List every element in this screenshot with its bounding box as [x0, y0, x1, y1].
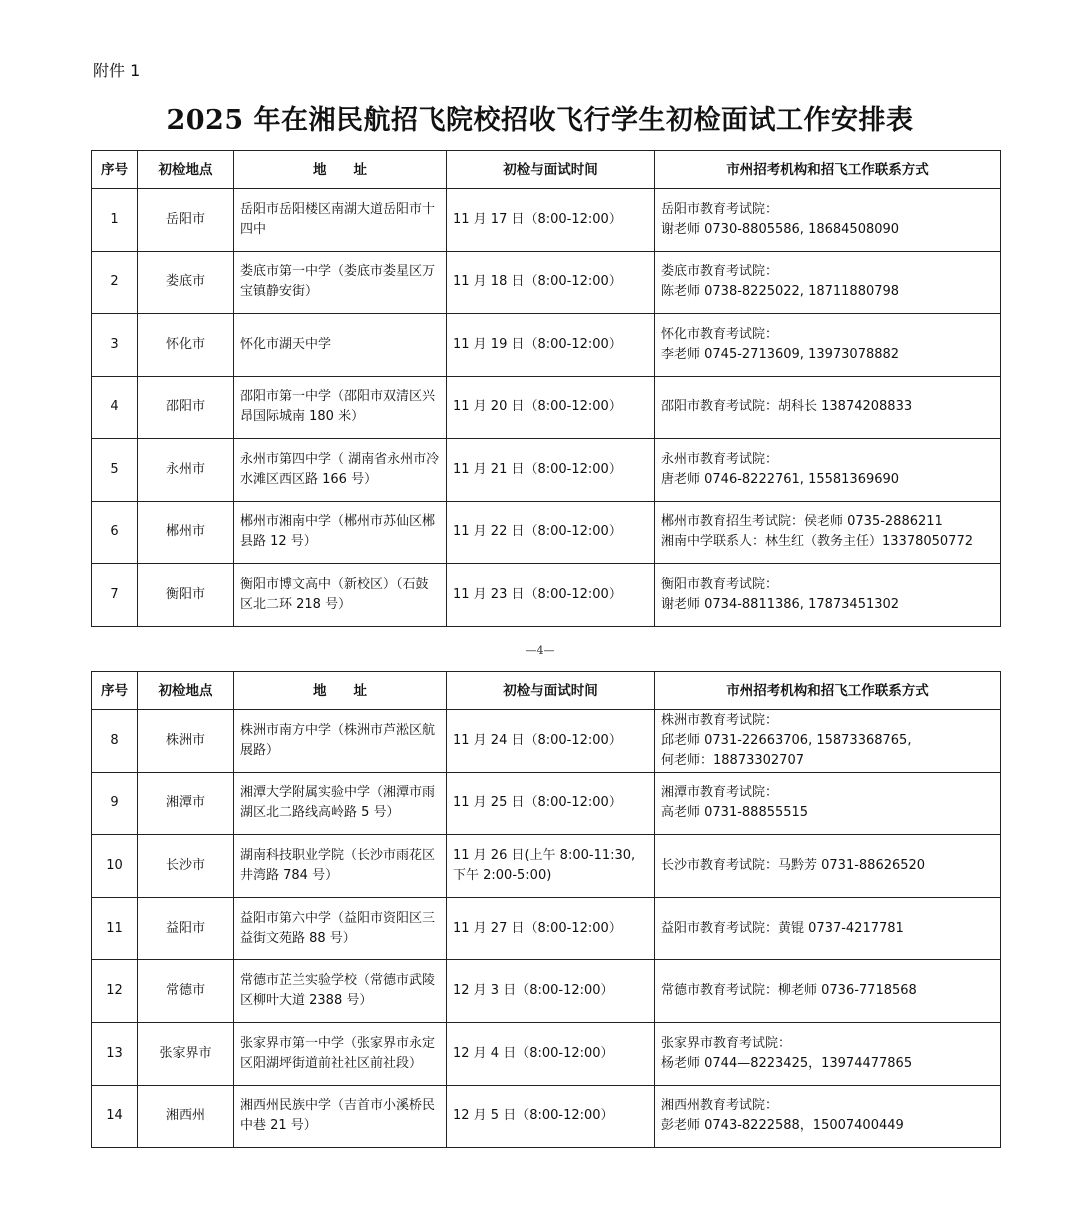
cell-no: 4: [92, 376, 138, 439]
cell-no: 7: [92, 564, 138, 627]
cell-city: 张家界市: [138, 1022, 234, 1085]
cell-time: 12 月 5 日（8:00-12:00）: [447, 1085, 655, 1148]
cell-address: 湘潭大学附属实验中学（湘潭市雨湖区北二路线高岭路 5 号）: [234, 772, 447, 835]
cell-contact: 益阳市教育考试院：黄锟 0737-4217781: [655, 897, 1001, 960]
cell-city: 株洲市: [138, 710, 234, 773]
header-time: 初检与面试时间: [447, 151, 655, 189]
cell-address: 张家界市第一中学（张家界市永定区阳湖坪街道前社社区前社段）: [234, 1022, 447, 1085]
cell-no: 8: [92, 710, 138, 773]
table-row: [92, 897, 1001, 960]
table-row: [92, 189, 1001, 252]
cell-contact: 湘西州教育考试院： 彭老师 0743-8222588，15007400449: [655, 1085, 1001, 1148]
cell-contact: 衡阳市教育考试院： 谢老师 0734-8811386, 17873451302: [655, 564, 1001, 627]
table-header-row: [92, 151, 1001, 189]
table-row: [92, 710, 1001, 773]
cell-time: 11 月 20 日（8:00-12:00）: [447, 376, 655, 439]
cell-address: 衡阳市博文高中（新校区）（石鼓区北二环 218 号）: [234, 564, 447, 627]
header-no: 序号: [92, 151, 138, 189]
cell-city: 长沙市: [138, 835, 234, 898]
cell-no: 9: [92, 772, 138, 835]
cell-city: 益阳市: [138, 897, 234, 960]
cell-address: 永州市第四中学（ 湖南省永州市冷水滩区西区路 166 号）: [234, 439, 447, 502]
cell-contact: 长沙市教育考试院：马黔芳 0731-88626520: [655, 835, 1001, 898]
table-row: [92, 314, 1001, 377]
cell-time: 11 月 27 日（8:00-12:00）: [447, 897, 655, 960]
cell-no: 12: [92, 960, 138, 1023]
cell-address: 邵阳市第一中学（邵阳市双清区兴昂国际城南 180 米）: [234, 376, 447, 439]
cell-contact: 邵阳市教育考试院：胡科长 13874208833: [655, 376, 1001, 439]
header-time: 初检与面试时间: [447, 672, 655, 710]
schedule-table-page-1: [91, 150, 1001, 627]
table-row: [92, 772, 1001, 835]
header-address: 地 址: [234, 151, 447, 189]
table-row: [92, 960, 1001, 1023]
cell-city: 郴州市: [138, 501, 234, 564]
cell-address: 娄底市第一中学（娄底市娄星区万宝镇静安街）: [234, 251, 447, 314]
header-city: 初检地点: [138, 672, 234, 710]
schedule-table-page-2: [91, 671, 1001, 1148]
table-row: [92, 835, 1001, 898]
cell-contact: 常德市教育考试院：柳老师 0736-7718568: [655, 960, 1001, 1023]
cell-contact: 永州市教育考试院： 唐老师 0746-8222761, 15581369690: [655, 439, 1001, 502]
cell-time: 11 月 18 日（8:00-12:00）: [447, 251, 655, 314]
cell-contact: 湘潭市教育考试院： 高老师 0731-88855515: [655, 772, 1001, 835]
header-contact: 市州招考机构和招飞工作联系方式: [655, 672, 1001, 710]
cell-no: 13: [92, 1022, 138, 1085]
cell-address: 郴州市湘南中学（郴州市苏仙区郴县路 12 号）: [234, 501, 447, 564]
cell-contact: 郴州市教育招生考试院：侯老师 0735-2886211 湘南中学联系人：林生红（教务主任）13378050772: [655, 501, 1001, 564]
cell-address: 益阳市第六中学（益阳市资阳区三益街文苑路 88 号）: [234, 897, 447, 960]
cell-address: 湖南科技职业学院（长沙市雨花区井湾路 784 号）: [234, 835, 447, 898]
cell-time: 12 月 4 日（8:00-12:00）: [447, 1022, 655, 1085]
page-number: —4—: [525, 644, 555, 657]
cell-no: 11: [92, 897, 138, 960]
cell-no: 5: [92, 439, 138, 502]
cell-contact: 张家界市教育考试院： 杨老师 0744—8223425，13974477865: [655, 1022, 1001, 1085]
table-body: [92, 710, 1001, 1148]
cell-no: 10: [92, 835, 138, 898]
cell-no: 2: [92, 251, 138, 314]
cell-city: 邵阳市: [138, 376, 234, 439]
cell-contact: 株洲市教育考试院： 邱老师 0731-22663706, 15873368765, 何老师：18873302707: [655, 710, 1001, 773]
cell-address: 湘西州民族中学（吉首市小溪桥民中巷 21 号）: [234, 1085, 447, 1148]
cell-city: 永州市: [138, 439, 234, 502]
table-row: [92, 564, 1001, 627]
table-header-row: [92, 672, 1001, 710]
cell-address: 常德市芷兰实验学校（常德市武陵区柳叶大道 2388 号）: [234, 960, 447, 1023]
table-row: [92, 501, 1001, 564]
cell-city: 湘潭市: [138, 772, 234, 835]
cell-time: 11 月 17 日（8:00-12:00）: [447, 189, 655, 252]
cell-time: 11 月 22 日（8:00-12:00）: [447, 501, 655, 564]
cell-time: 11 月 25 日（8:00-12:00）: [447, 772, 655, 835]
cell-city: 怀化市: [138, 314, 234, 377]
cell-address: 怀化市湖天中学: [234, 314, 447, 377]
cell-city: 娄底市: [138, 251, 234, 314]
table-row: [92, 376, 1001, 439]
cell-time: 11 月 23 日（8:00-12:00）: [447, 564, 655, 627]
cell-time: 11 月 21 日（8:00-12:00）: [447, 439, 655, 502]
header-address: 地 址: [234, 672, 447, 710]
cell-no: 14: [92, 1085, 138, 1148]
page-title: 2025 年在湘民航招飞院校招收飞行学生初检面试工作安排表: [166, 105, 914, 136]
header-no: 序号: [92, 672, 138, 710]
cell-city: 湘西州: [138, 1085, 234, 1148]
table-row: [92, 439, 1001, 502]
cell-city: 岳阳市: [138, 189, 234, 252]
header-contact: 市州招考机构和招飞工作联系方式: [655, 151, 1001, 189]
cell-time: 11 月 19 日（8:00-12:00）: [447, 314, 655, 377]
header-city: 初检地点: [138, 151, 234, 189]
cell-address: 岳阳市岳阳楼区南湖大道岳阳市十四中: [234, 189, 447, 252]
cell-time: 11 月 26 日(上午 8:00-11:30, 下午 2:00-5:00): [447, 835, 655, 898]
attachment-label: 附件 1: [93, 61, 141, 80]
cell-city: 衡阳市: [138, 564, 234, 627]
cell-time: 12 月 3 日（8:00-12:00）: [447, 960, 655, 1023]
table-row: [92, 251, 1001, 314]
cell-contact: 怀化市教育考试院： 李老师 0745-2713609, 13973078882: [655, 314, 1001, 377]
cell-no: 1: [92, 189, 138, 252]
cell-city: 常德市: [138, 960, 234, 1023]
cell-time: 11 月 24 日（8:00-12:00）: [447, 710, 655, 773]
cell-no: 3: [92, 314, 138, 377]
cell-contact: 岳阳市教育考试院： 谢老师 0730-8805586, 18684508090: [655, 189, 1001, 252]
cell-address: 株洲市南方中学（株洲市芦淞区航展路）: [234, 710, 447, 773]
table-row: [92, 1085, 1001, 1148]
cell-contact: 娄底市教育考试院： 陈老师 0738-8225022, 18711880798: [655, 251, 1001, 314]
table-row: [92, 1022, 1001, 1085]
table-body: [92, 189, 1001, 627]
cell-no: 6: [92, 501, 138, 564]
